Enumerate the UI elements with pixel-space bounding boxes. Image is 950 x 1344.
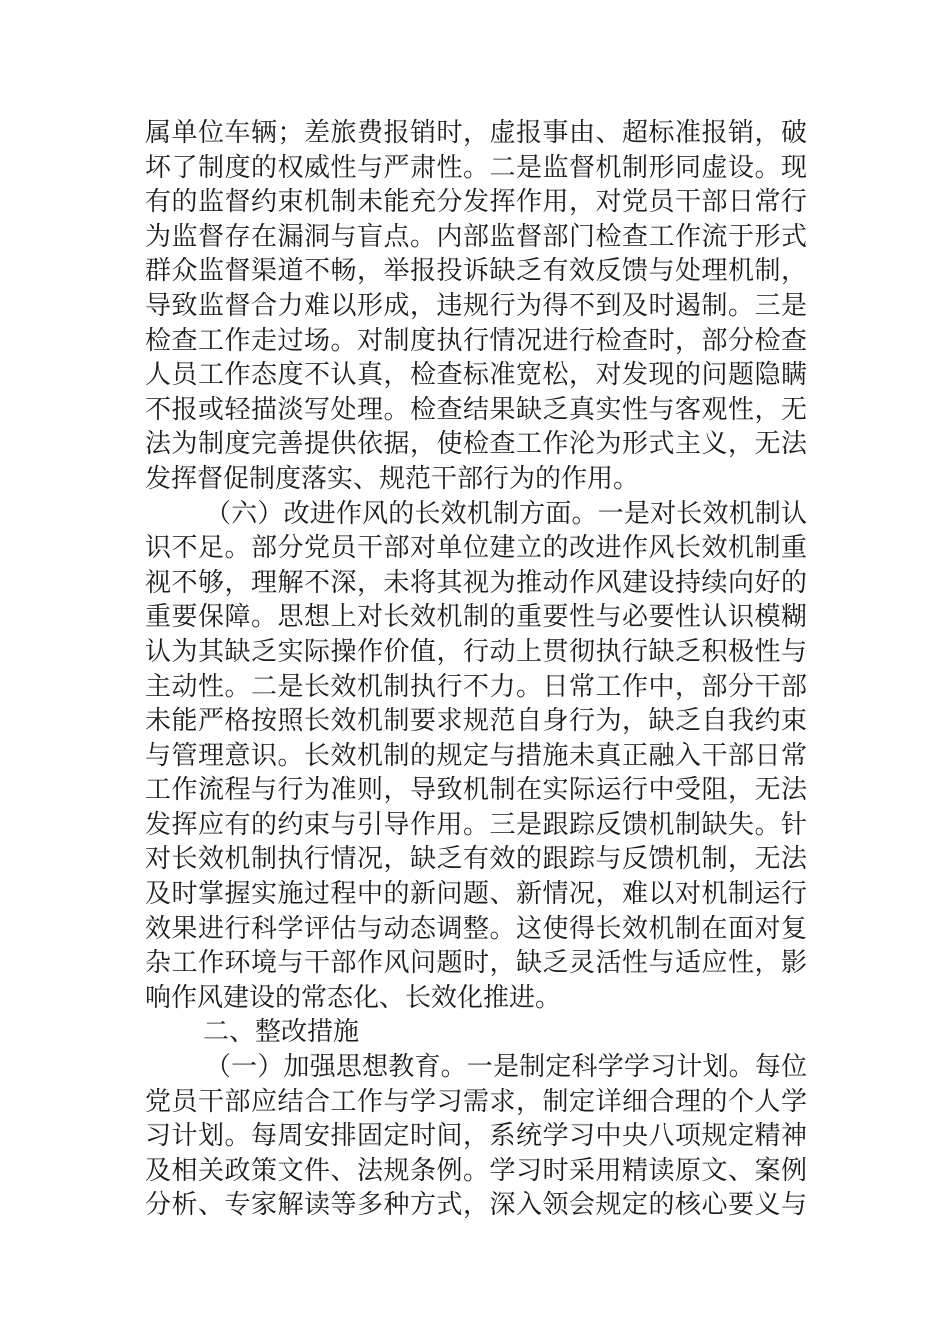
text-line: 发挥应有的约束与引导作用。三是跟踪反馈机制缺失。针 [145,809,807,840]
chapter-heading: 二、整改措施 [203,1017,360,1048]
text-line: 与管理意识。长效机制的规定与措施未真正融入干部日常 [145,740,807,771]
text-line: 杂工作环境与干部作风问题时，缺乏灵活性与适应性，影 [145,948,807,979]
text-line: 未能严格按照长效机制要求规范自身行为，缺乏自我约束 [145,706,807,737]
text-line: 认为其缺乏实际操作价值，行动上贯彻执行缺乏积极性与 [145,636,807,667]
text-line: 对长效机制执行情况，缺乏有效的跟踪与反馈机制，无法 [145,844,807,875]
section-heading-line: （一）加强思想教育。一是制定科学学习计划。每位 [205,1052,807,1083]
text-line: 分析、专家解读等多种方式，深入领会规定的核心要义与 [145,1190,807,1221]
text-line: 识不足。部分党员干部对单位建立的改进作风长效机制重 [145,533,807,564]
text-line: 工作流程与行为准则，导致机制在实际运行中受阻，无法 [145,775,807,806]
text-line: 不报或轻描淡写处理。检查结果缺乏真实性与客观性，无 [145,394,807,425]
text-line: 导致监督合力难以形成，违规行为得不到及时遏制。三是 [145,290,807,321]
text-line: 视不够，理解不深，未将其视为推动作风建设持续向好的 [145,567,807,598]
text-line: 发挥督促制度落实、规范干部行为的作用。 [145,463,640,494]
text-line: 及时掌握实施过程中的新问题、新情况，难以对机制运行 [145,879,807,910]
text-line: 为监督存在漏洞与盲点。内部监督部门检查工作流于形式 [145,221,807,252]
text-line: 主动性。二是长效机制执行不力。日常工作中，部分干部 [145,671,807,702]
text-line: 习计划。每周安排固定时间，系统学习中央八项规定精神 [145,1121,807,1152]
text-line: 重要保障。思想上对长效机制的重要性与必要性认识模糊 [145,602,807,633]
text-line: 有的监督约束机制未能充分发挥作用，对党员干部日常行 [145,187,807,218]
text-line: 群众监督渠道不畅，举报投诉缺乏有效反馈与处理机制， [145,256,807,287]
text-line: 法为制度完善提供依据，使检查工作沦为形式主义，无法 [145,429,807,460]
text-line: 坏了制度的权威性与严肃性。二是监督机制形同虚设。现 [145,152,807,183]
text-line: 响作风建设的常态化、长效化推进。 [145,982,562,1013]
text-line: 检查工作走过场。对制度执行情况进行检查时，部分检查 [145,325,807,356]
text-line: 效果进行科学评估与动态调整。这使得长效机制在面对复 [145,913,807,944]
text-line: 党员干部应结合工作与学习需求，制定详细合理的个人学 [145,1086,807,1117]
text-line: 人员工作态度不认真，检查标准宽松，对发现的问题隐瞒 [145,360,807,391]
section-heading-line: （六）改进作风的长效机制方面。一是对长效机制认 [205,498,807,529]
text-line: 属单位车辆；差旅费报销时，虚报事由、超标准报销，破 [145,118,807,148]
document-body [145,116,807,1223]
text-line: 及相关政策文件、法规条例。学习时采用精读原文、案例 [145,1155,807,1186]
